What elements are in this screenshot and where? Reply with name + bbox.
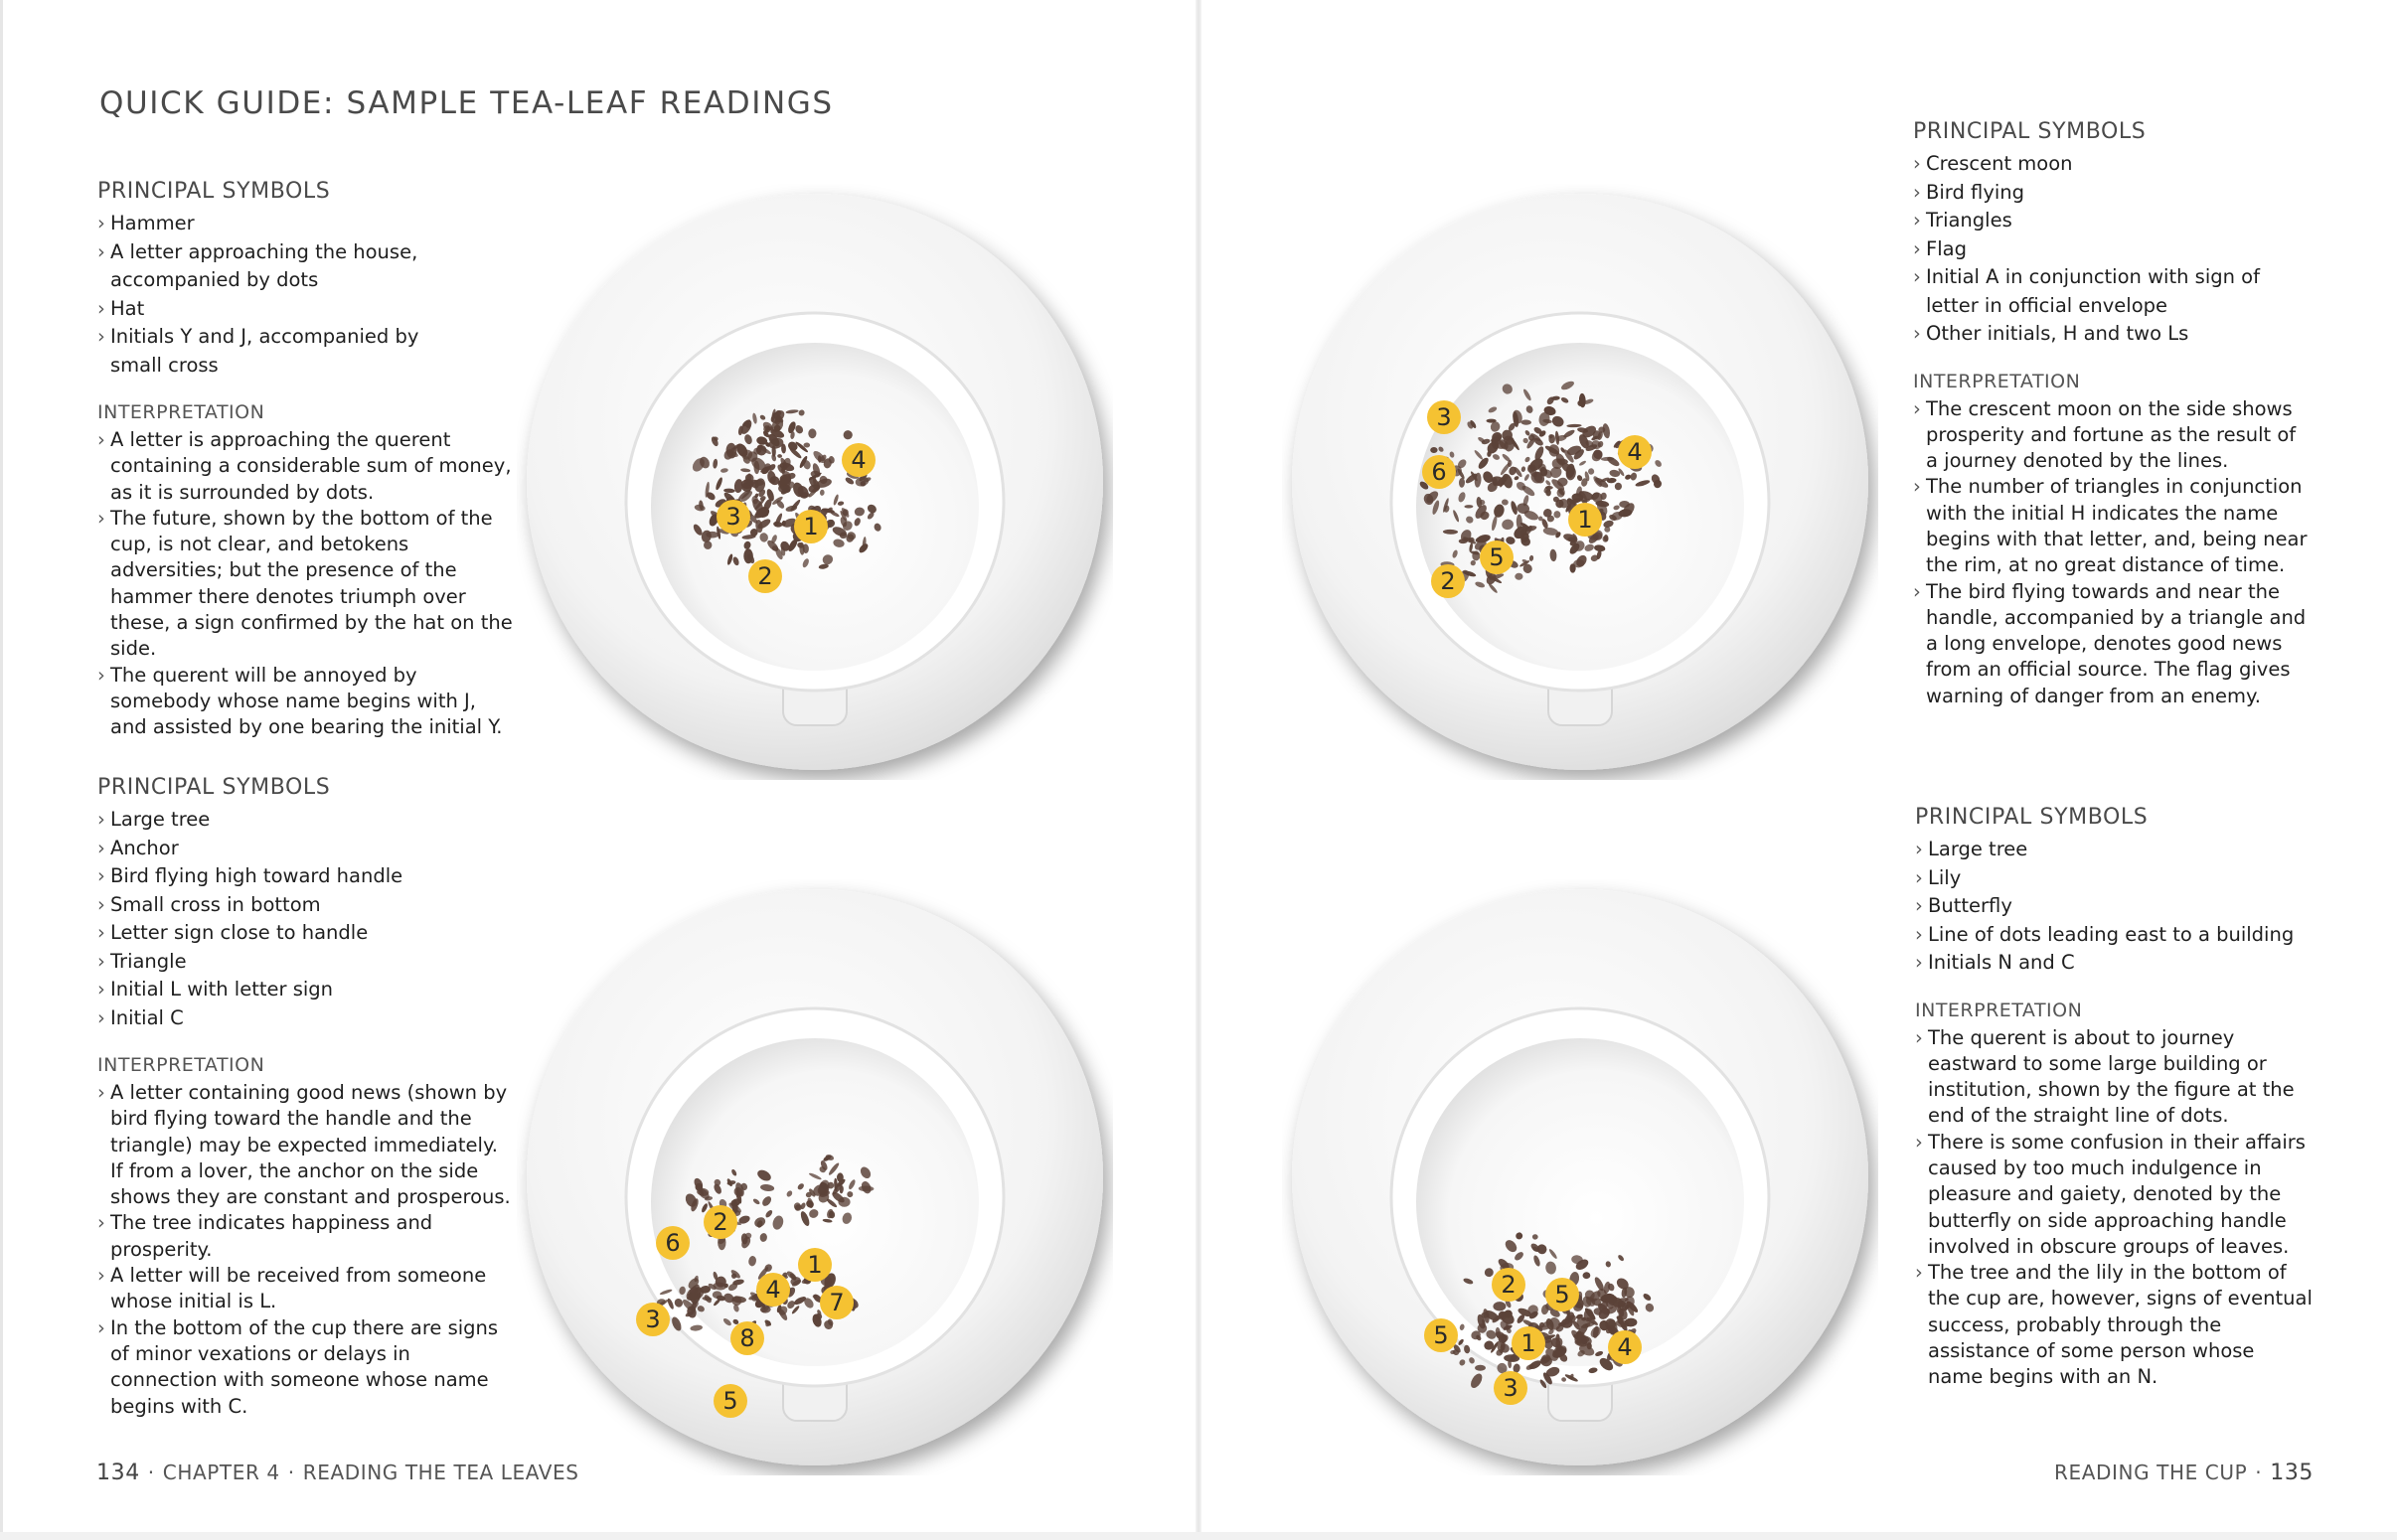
interpretation-item: › The number of triangles in conjunction with the initial H indicates the name begins with that letter, and, being near the rim, at no great distance of time. <box>1913 474 2311 578</box>
symbol-marker <box>656 1226 690 1260</box>
svg-text:3: 3 <box>1503 1374 1518 1402</box>
svg-text:3: 3 <box>645 1306 661 1333</box>
svg-text:5: 5 <box>1489 543 1505 571</box>
symbol-item: › Bird flying high toward handle <box>97 862 515 891</box>
svg-text:5: 5 <box>722 1387 738 1415</box>
svg-text:7: 7 <box>829 1289 845 1316</box>
page-number-left: 134 <box>96 1461 140 1485</box>
symbol-item: › Large tree <box>97 806 515 835</box>
symbol-item: › Letter sign close to handle <box>97 919 515 948</box>
interpretation-item: › The future, shown by the bottom of the cup, is not clear, and betokens adversities; but the presence of the hammer there denotes triumph over these, a sign confirmed by the hat on the side. <box>97 506 515 663</box>
svg-text:3: 3 <box>1436 403 1452 431</box>
symbol-item: › Other initials, H and two Ls <box>1913 320 2311 349</box>
reading-4-symbols-heading: PRINCIPAL SYMBOLS <box>1915 805 2149 830</box>
symbol-item: › Initial C <box>97 1004 515 1033</box>
page-edge <box>0 0 3 1540</box>
symbol-marker <box>714 1384 747 1418</box>
teacup-image-4 <box>1282 879 1878 1475</box>
reading-2-symbols-heading: PRINCIPAL SYMBOLS <box>1913 119 2147 144</box>
svg-text:4: 4 <box>851 446 867 474</box>
teacup-image-2 <box>1282 184 1878 780</box>
svg-text:8: 8 <box>739 1324 755 1352</box>
interpretation-item: › The tree indicates happiness and prosperity. <box>97 1210 515 1263</box>
symbol-marker <box>842 443 876 477</box>
symbol-marker <box>1492 1268 1525 1302</box>
section-label-left: READING THE TEA LEAVES <box>302 1461 579 1484</box>
reading-3-symbols-heading: PRINCIPAL SYMBOLS <box>97 775 331 800</box>
symbol-marker <box>1512 1326 1545 1360</box>
symbol-marker <box>798 1248 832 1282</box>
symbol-marker <box>1422 455 1456 489</box>
reading-1-interpretation-list <box>97 427 515 741</box>
reading-4-interpretation-heading: INTERPRETATION <box>1915 999 2083 1021</box>
reading-1-interpretation-heading: INTERPRETATION <box>97 401 265 423</box>
svg-text:4: 4 <box>1617 1333 1633 1361</box>
reading-1-text <box>97 179 515 741</box>
symbol-item: › Flag <box>1913 235 2311 264</box>
reading-2-text <box>1913 119 2311 709</box>
svg-text:6: 6 <box>1431 458 1447 486</box>
svg-text:1: 1 <box>803 513 819 540</box>
symbol-marker <box>1480 540 1514 574</box>
symbol-marker <box>1431 564 1465 598</box>
reading-3-interpretation-list <box>97 1080 515 1420</box>
symbol-marker <box>820 1286 854 1319</box>
symbol-item: › Lily <box>1915 864 2313 893</box>
interpretation-item: › The querent is about to journey eastward to some large building or institution, shown by the figure at the end of the straight line of dots. <box>1915 1025 2313 1130</box>
symbol-marker <box>1427 400 1461 434</box>
symbol-marker <box>748 559 782 593</box>
symbol-marker <box>1424 1318 1458 1352</box>
svg-text:6: 6 <box>665 1229 681 1257</box>
footer-right: READING THE CUP · 135 <box>2054 1461 2315 1485</box>
symbol-item: › Bird flying <box>1913 179 2311 208</box>
svg-text:1: 1 <box>1520 1329 1536 1357</box>
symbol-marker <box>1568 503 1602 537</box>
interpretation-item: › There is some confusion in their affairs caused by too much indulgence in pleasure and gaiety, denoted by the butterfly on side approaching handle involved in obscure groups of leaves. <box>1915 1130 2313 1260</box>
interpretation-item: › The crescent moon on the side shows prosperity and fortune as the result of a journey denoted by the lines. <box>1913 396 2311 475</box>
symbol-item: › Butterfly <box>1915 892 2313 921</box>
interpretation-item: › A letter is approaching the querent containing a considerable sum of money, as it is surrounded by dots. <box>97 427 515 506</box>
svg-text:2: 2 <box>757 562 773 590</box>
symbol-marker <box>730 1321 764 1355</box>
symbol-marker <box>704 1205 737 1239</box>
reading-4-text <box>1915 805 2313 1391</box>
symbol-marker <box>1545 1278 1579 1311</box>
symbol-item: › Initial A in conjunction with sign of letter in official envelope <box>1913 263 2311 320</box>
section-label-right: READING THE CUP <box>2054 1461 2248 1484</box>
symbol-marker <box>794 510 828 543</box>
symbol-item: › Large tree <box>1915 836 2313 864</box>
teacup-image-1 <box>517 184 1113 780</box>
reading-2-symbols-list <box>1913 150 2311 349</box>
page-number-right: 135 <box>2270 1461 2315 1485</box>
symbol-marker <box>1494 1371 1527 1405</box>
svg-text:2: 2 <box>1501 1271 1517 1299</box>
symbol-item: › Initials Y and J, accompanied by small cross <box>97 323 428 380</box>
symbol-item: › Anchor <box>97 835 515 863</box>
reading-1-symbols-list <box>97 210 515 380</box>
reading-2-interpretation-heading: INTERPRETATION <box>1913 370 2081 392</box>
reading-3-symbols-list <box>97 806 515 1032</box>
reading-3-text <box>97 775 515 1420</box>
interpretation-item: › In the bottom of the cup there are signs of minor vexations or delays in connection with someone whose name begins with C. <box>97 1315 515 1420</box>
svg-text:1: 1 <box>807 1251 823 1279</box>
interpretation-item: › The bird flying towards and near the handle, accompanied by a triangle and a long envelope, denotes good news from an official source. The flag gives warning of danger from an enemy. <box>1913 579 2311 709</box>
symbol-item: › Small cross in bottom <box>97 891 515 920</box>
symbol-marker <box>636 1303 670 1336</box>
interpretation-item: › The tree and the lily in the bottom of the cup are, however, signs of eventual success, probably through the assistance of some person whose name begins with an N. <box>1915 1260 2313 1390</box>
symbol-item: › A letter approaching the house, accompanied by dots <box>97 238 438 295</box>
reading-3-interpretation-heading: INTERPRETATION <box>97 1054 265 1076</box>
svg-text:2: 2 <box>713 1208 728 1236</box>
symbol-marker <box>756 1273 790 1307</box>
footer-left: 134 · CHAPTER 4 · READING THE TEA LEAVES <box>96 1461 579 1485</box>
book-gutter <box>1196 0 1201 1540</box>
interpretation-item: › The querent will be annoyed by somebody whose name begins with J, and assisted by one bearing the initial Y. <box>97 663 515 741</box>
symbol-marker <box>717 500 750 534</box>
svg-text:1: 1 <box>1577 506 1593 534</box>
page-bottom-edge <box>0 1532 2397 1540</box>
symbol-item: › Crescent moon <box>1913 150 2311 179</box>
reading-4-symbols-list <box>1915 836 2313 978</box>
symbol-item: › Initials N and C <box>1915 949 2313 978</box>
symbol-item: › Initial L with letter sign <box>97 976 515 1004</box>
reading-1-symbols-heading: PRINCIPAL SYMBOLS <box>97 179 331 204</box>
reading-4-interpretation-list <box>1915 1025 2313 1391</box>
svg-text:5: 5 <box>1433 1321 1449 1349</box>
page-title: QUICK GUIDE: SAMPLE TEA-LEAF READINGS <box>99 85 834 121</box>
interpretation-item: › A letter containing good news (shown by bird flying toward the handle and the triangle) may be expected immediately. If from a lover, the anchor on the side shows they are constant and prosperous. <box>97 1080 515 1210</box>
symbol-item: › Hammer <box>97 210 515 238</box>
reading-2-interpretation-list <box>1913 396 2311 710</box>
chapter-label: CHAPTER 4 <box>162 1461 280 1484</box>
svg-text:2: 2 <box>1440 567 1456 595</box>
svg-text:4: 4 <box>1627 438 1643 466</box>
teacup-image-3 <box>517 879 1113 1475</box>
symbol-marker <box>1618 435 1652 469</box>
svg-text:3: 3 <box>725 503 741 531</box>
svg-text:5: 5 <box>1554 1281 1570 1309</box>
symbol-item: › Hat <box>97 295 515 324</box>
svg-text:4: 4 <box>765 1276 781 1304</box>
interpretation-item: › A letter will be received from someone whose initial is L. <box>97 1263 515 1315</box>
symbol-item: › Triangle <box>97 948 515 977</box>
symbol-item: › Triangles <box>1913 207 2311 235</box>
symbol-item: › Line of dots leading east to a building <box>1915 921 2313 950</box>
symbol-marker <box>1608 1330 1642 1364</box>
